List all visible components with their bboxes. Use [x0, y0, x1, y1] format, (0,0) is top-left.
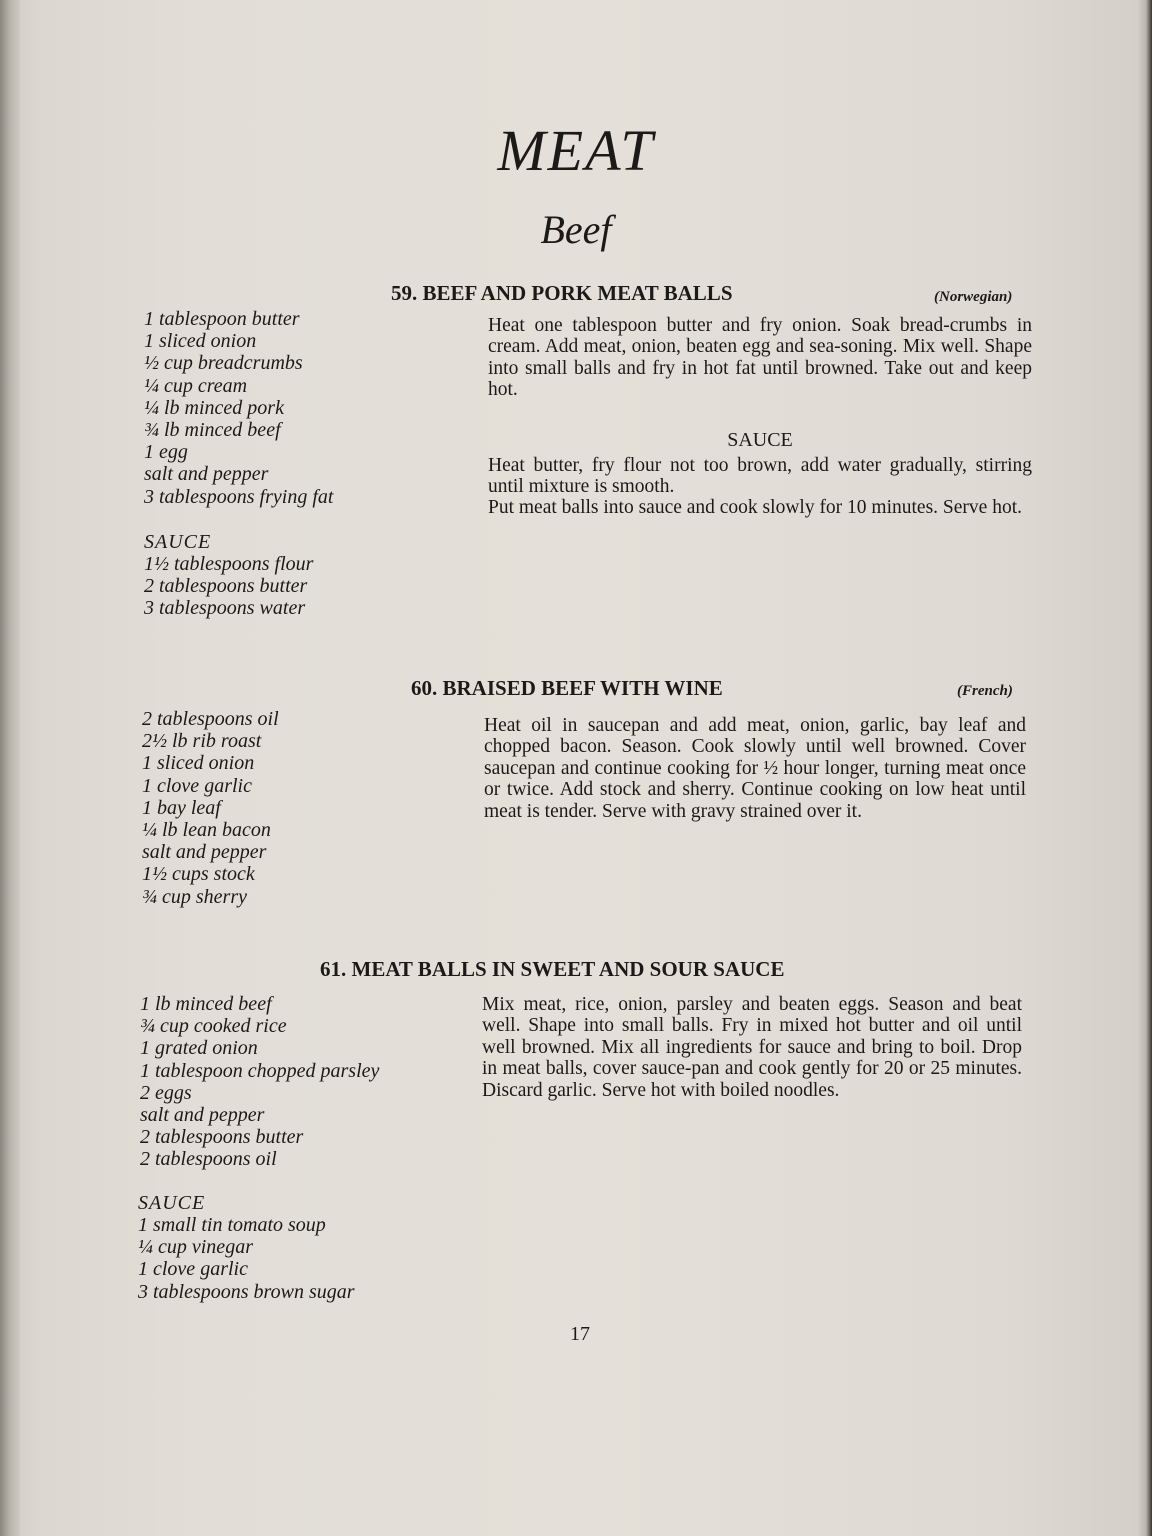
ingredient-item: salt and pepper	[140, 1104, 265, 1127]
ingredient-item: 1 clove garlic	[138, 1258, 248, 1281]
recipe-60-ingredients	[142, 708, 279, 908]
recipe-61-ingredients	[140, 993, 379, 1171]
ingredient-item: 1 bay leaf	[142, 796, 221, 819]
recipe-59-sauce-heading: SAUCE	[727, 429, 793, 451]
ingredient-item: 1½ tablespoons flour	[144, 553, 314, 575]
ingredient-item: salt and pepper	[144, 463, 269, 486]
ingredient-item: 1 tablespoon butter	[144, 308, 300, 330]
recipe-60-origin: (French)	[957, 683, 1013, 699]
recipe-61-heading: 61. MEAT BALLS IN SWEET AND SOUR SAUCE	[320, 957, 785, 981]
ingredient-item: salt and pepper	[142, 841, 267, 864]
recipe-59-method: Heat one tablespoon butter and fry onion. Soak bread-crumbs in cream. Add meat, onion, beaten egg and sea-soning. Mix well. Shape into small balls and fry in hot fat until browned. Take out and keep hot.	[488, 315, 1032, 401]
ingredient-item: ¾ cup cooked rice	[140, 1015, 287, 1038]
ingredient-item: 3 tablespoons frying fat	[144, 485, 334, 508]
ingredient-item: 1 lb minced beef	[140, 993, 272, 1015]
recipe-61-sauce-ingredients	[138, 1214, 355, 1303]
recipe-59-sauce-method: Heat butter, fry flour not too brown, add water gradually, stirring until mixture is smooth.	[488, 455, 1032, 498]
ingredient-item: 3 tablespoons brown sugar	[138, 1280, 355, 1303]
recipe-60-heading: 60. BRAISED BEEF WITH WINE	[411, 676, 723, 700]
ingredient-item: 1½ cups stock	[142, 863, 255, 886]
ingredient-item: ½ cup breadcrumbs	[144, 352, 303, 375]
ingredient-item: 1 egg	[144, 441, 188, 464]
ingredient-item: 1 tablespoon chopped parsley	[140, 1059, 380, 1082]
ingredient-item: 2½ lb rib roast	[142, 730, 262, 753]
recipe-59-sauce-ingredients	[144, 553, 313, 620]
ingredient-item: 2 tablespoons oil	[140, 1148, 277, 1171]
ingredient-item: ¼ lb lean bacon	[142, 819, 271, 842]
ingredient-item: ¼ cup vinegar	[138, 1236, 253, 1259]
ingredient-item: 1 small tin tomato soup	[138, 1214, 326, 1236]
recipe-59-heading: 59. BEEF AND PORK MEAT BALLS	[391, 281, 733, 305]
recipe-60-method: Heat oil in saucepan and add meat, onion, garlic, bay leaf and chopped bacon. Season. Cook slowly until well browned. Cover saucepan and continue cooking for ½ hour longer, turning meat once or twice. Add stock and sherry. Continue cooking on low heat until meat is tender. Serve with gravy strained over it.	[484, 715, 1026, 822]
page-number: 17	[570, 1323, 590, 1345]
recipe-59-ingredients	[144, 308, 333, 508]
recipe-59-sauce-method-2: Put meat balls into sauce and cook slowly for 10 minutes. Serve hot.	[488, 497, 1022, 518]
ingredient-item: 3 tablespoons water	[144, 597, 306, 620]
ingredient-item: 2 tablespoons butter	[140, 1126, 304, 1149]
recipe-59-origin: (Norwegian)	[934, 289, 1013, 305]
section-subtitle: Beef	[540, 207, 612, 252]
ingredient-item: 1 grated onion	[140, 1037, 258, 1060]
ingredient-item: ¾ cup sherry	[142, 885, 247, 908]
ingredient-item: 2 tablespoons butter	[144, 575, 308, 598]
ingredient-item: 2 tablespoons oil	[142, 708, 279, 730]
page-title: MEAT	[497, 118, 655, 183]
ingredient-item: ¼ lb minced pork	[144, 396, 284, 419]
recipe-61-method: Mix meat, rice, onion, parsley and beaten eggs. Season and beat well. Shape into small balls. Fry in mixed hot butter and oil until well browned. Mix all ingredients for sauce and bring to boil. Drop in meat balls, cover sauce-pan and cook gently for 20 or 25 minutes. Discard garlic. Serve hot with boiled noodles.	[482, 994, 1022, 1101]
ingredient-item: ¼ cup cream	[144, 374, 248, 397]
ingredient-item: ¾ lb minced beef	[144, 419, 281, 442]
ingredient-item: 2 eggs	[140, 1081, 192, 1104]
recipe-61-sauce-label: SAUCE	[138, 1192, 206, 1214]
ingredient-item: 1 sliced onion	[142, 752, 255, 775]
ingredient-item: 1 sliced onion	[144, 330, 257, 353]
ingredient-item: 1 clove garlic	[142, 774, 252, 797]
recipe-59-sauce-label: SAUCE	[144, 531, 212, 553]
